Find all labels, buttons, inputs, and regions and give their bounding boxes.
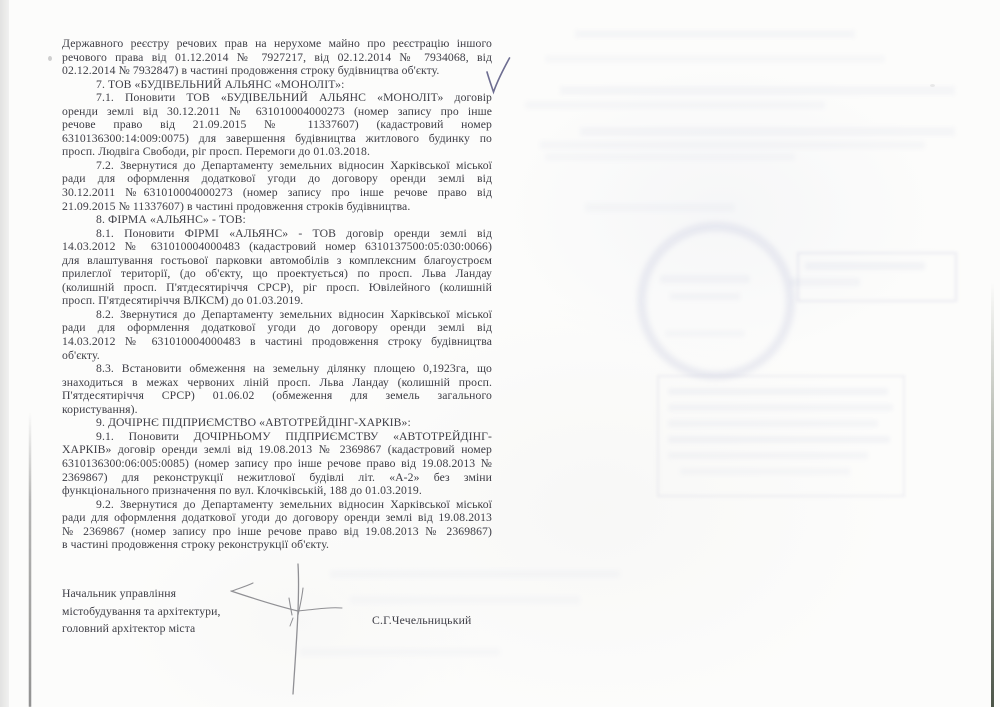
bleedthrough-stamp-text — [668, 436, 890, 443]
p-8-1-line: 14.03.2012 № 631010004000483 (кадастровий номер 6310137500:05:030:0066) — [62, 240, 492, 254]
bleedthrough-text-row — [575, 30, 855, 38]
handwritten-checkmark — [478, 48, 524, 104]
p-8-3-line: знаходиться в межах червоних ліній просп. Льва Ландау (колишній просп. — [62, 375, 492, 389]
p-9-2-line: 9.2. Звернутися до Департаменту земельних відносин Харківської міської — [96, 497, 492, 511]
page-fold-shadow — [29, 412, 31, 707]
p-7-2-line: 7.2. Звернутися до Департаменту земельних відносин Харківської міської — [96, 158, 492, 172]
p-8-1-line: для влаштування гостьової парковки автомобілів з комплексним благоустроєм — [62, 253, 492, 267]
p-8-1-line: просп. П'ятдесятиріччя ВЛКСМ) до 01.03.2019. — [62, 294, 304, 308]
bleedthrough-stamp-text — [665, 330, 745, 337]
bleedthrough-stamp-text — [668, 388, 888, 395]
bleedthrough-round-stamp — [637, 222, 795, 380]
signatory-title-line: містобудування та архітектури, — [62, 604, 221, 618]
bleedthrough-text-row — [585, 203, 735, 212]
bleedthrough-text-row — [560, 86, 955, 95]
p-intro-line: 02.12.2014 № 7932847) в частині продовження строку будівництва об'єкту. — [62, 64, 440, 78]
p-9-2-line: № 2369867 (номер запису про інше речове право від 19.08.2013 № 2369867) — [62, 524, 492, 538]
bleedthrough-text-row — [540, 141, 925, 149]
p-7-1-line: оренди землі від 30.12.2011 № 631010004000273 (номер запису про інше — [62, 104, 492, 118]
bleedthrough-stamp-text — [668, 420, 878, 427]
bleedthrough-text-row — [545, 55, 885, 63]
bleedthrough-text-row — [525, 101, 825, 109]
bleedthrough-text-row — [545, 153, 795, 161]
p-8-2-line: об'єкту. — [62, 348, 100, 362]
heading-8-line: 8. ФІРМА «АЛЬЯНС» - ТОВ: — [96, 213, 246, 227]
signatory-title-line: Начальник управління — [62, 587, 177, 600]
p-intro-line: речового права від 01.12.2014 № 7927217, від 02.12.2014 № 7934068, від — [62, 50, 492, 64]
document-text — [62, 37, 492, 552]
bleedthrough-stamp-text — [668, 452, 868, 459]
p-7-1-line: 6310136300:14:009:0075) для завершення будівництва житлового будинку по — [62, 131, 492, 145]
bleedthrough-stamp-text — [805, 262, 925, 270]
p-9-1-line: 2369867) для реконструкції нежитлової будівлі літ. «А-2» без зміни — [62, 470, 492, 484]
bleedthrough-stamp-text — [790, 278, 860, 286]
heading-7-line: 7. ТОВ «БУДІВЕЛЬНИЙ АЛЬЯНС «МОНОЛІТ»: — [96, 77, 345, 91]
p-9-2-line: в частині продовження строку реконструкції об'єкту. — [62, 538, 329, 552]
handwritten-signature — [225, 556, 355, 701]
p-7-1-line: 7.1. Поновити ТОВ «БУДІВЕЛЬНИЙ АЛЬЯНС «МОНОЛІТ» договір — [96, 91, 492, 105]
bleedthrough-text-row — [350, 596, 580, 604]
p-9-1-line: функціонального призначення по вул. Клочківській, 188 до 01.03.2019. — [62, 484, 422, 498]
p-7-1-line: просп. Людвіга Свободи, ріг просп. Перемоги до 01.03.2018. — [62, 145, 370, 159]
bleedthrough-stamp-text — [670, 293, 740, 300]
p-7-2-line: 30.12.2011 №631010004000273 (номер запису про інше речове право від — [62, 186, 492, 200]
p-8-2-line: ради для оформлення додаткової угоди до договору оренди землі від — [62, 321, 492, 335]
p-9-2-line: ради для оформлення додаткової угоди до договору оренди землі від 19.08.2013 — [62, 511, 492, 525]
signatory-name: С.Г.Чечельницький — [372, 614, 472, 627]
p-7-2-line: ради для оформлення додаткової угоди до договору оренди землі від — [62, 172, 492, 186]
p-8-2-line: 14.03.2012 № 631010004000483 в частині продовження строку будівництва — [62, 335, 492, 349]
p-8-1-line: (колишній просп. П'ятдесятиріччя СРСР), ріг просп. Ювілейного (колишній — [62, 280, 492, 294]
p-9-1-line: ХАРКІВ» договір оренди землі від 19.08.2013 № 2369867 (кадастровий номер — [62, 443, 492, 457]
p-intro-line: Державного реєстру речових прав на нерухоме майно про реєстрацію іншого — [62, 37, 492, 50]
p-8-3-line: користування). — [62, 402, 138, 416]
p-9-1-line: 6310136300:06:005:0085) (номер запису про інше речове право від 19.08.2013 № — [62, 456, 492, 470]
bleedthrough-stamp-text — [660, 275, 750, 283]
p-8-2-line: 8.2. Звернутися до Департаменту земельних відносин Харківської міської — [96, 307, 492, 321]
scan-speck — [48, 56, 52, 61]
p-8-1-line: прилеглої території, (до об'єкту, що проектується) по просп. Льва Ландау — [62, 267, 492, 281]
heading-9-line: 9. ДОЧІРНЄ ПІДПРИЄМСТВО «АВТОТРЕЙДІНГ-ХАРКІВ»: — [96, 416, 411, 430]
page-edge-shadow — [991, 282, 994, 707]
p-8-3-line: П'ятдесятиріччя СРСР) 01.06.02 (обмеження для земель загального — [62, 389, 492, 403]
p-8-3-line: 8.3. Встановити обмеження на земельну ділянку площею 0,1923га, що — [96, 362, 492, 376]
bleedthrough-text-row — [580, 127, 955, 136]
signatory-title-line: головний архітектор міста — [62, 622, 196, 636]
scanner-edge-strip — [0, 0, 9, 707]
p-7-1-line: речове право від 21.09.2015 № 11337607) (кадастровий номер — [62, 118, 492, 132]
p-7-2-line: 21.09.2015 № 11337607) в частині продовження строків будівництва. — [62, 199, 411, 213]
p-9-1-line: 9.1. Поновити ДОЧІРНЬОМУ ПІДПРИЄМСТВУ «АВТОТРЕЙДІНГ- — [96, 429, 492, 443]
bleedthrough-text-row — [330, 570, 620, 578]
p-8-1-line: 8.1. Поновити ФІРМІ «АЛЬЯНС» - ТОВ договір оренди землі від — [96, 226, 492, 240]
bleedthrough-stamp-text — [680, 468, 850, 475]
bleedthrough-stamp-text — [668, 404, 893, 411]
bleedthrough-rect-stamp — [797, 252, 957, 302]
